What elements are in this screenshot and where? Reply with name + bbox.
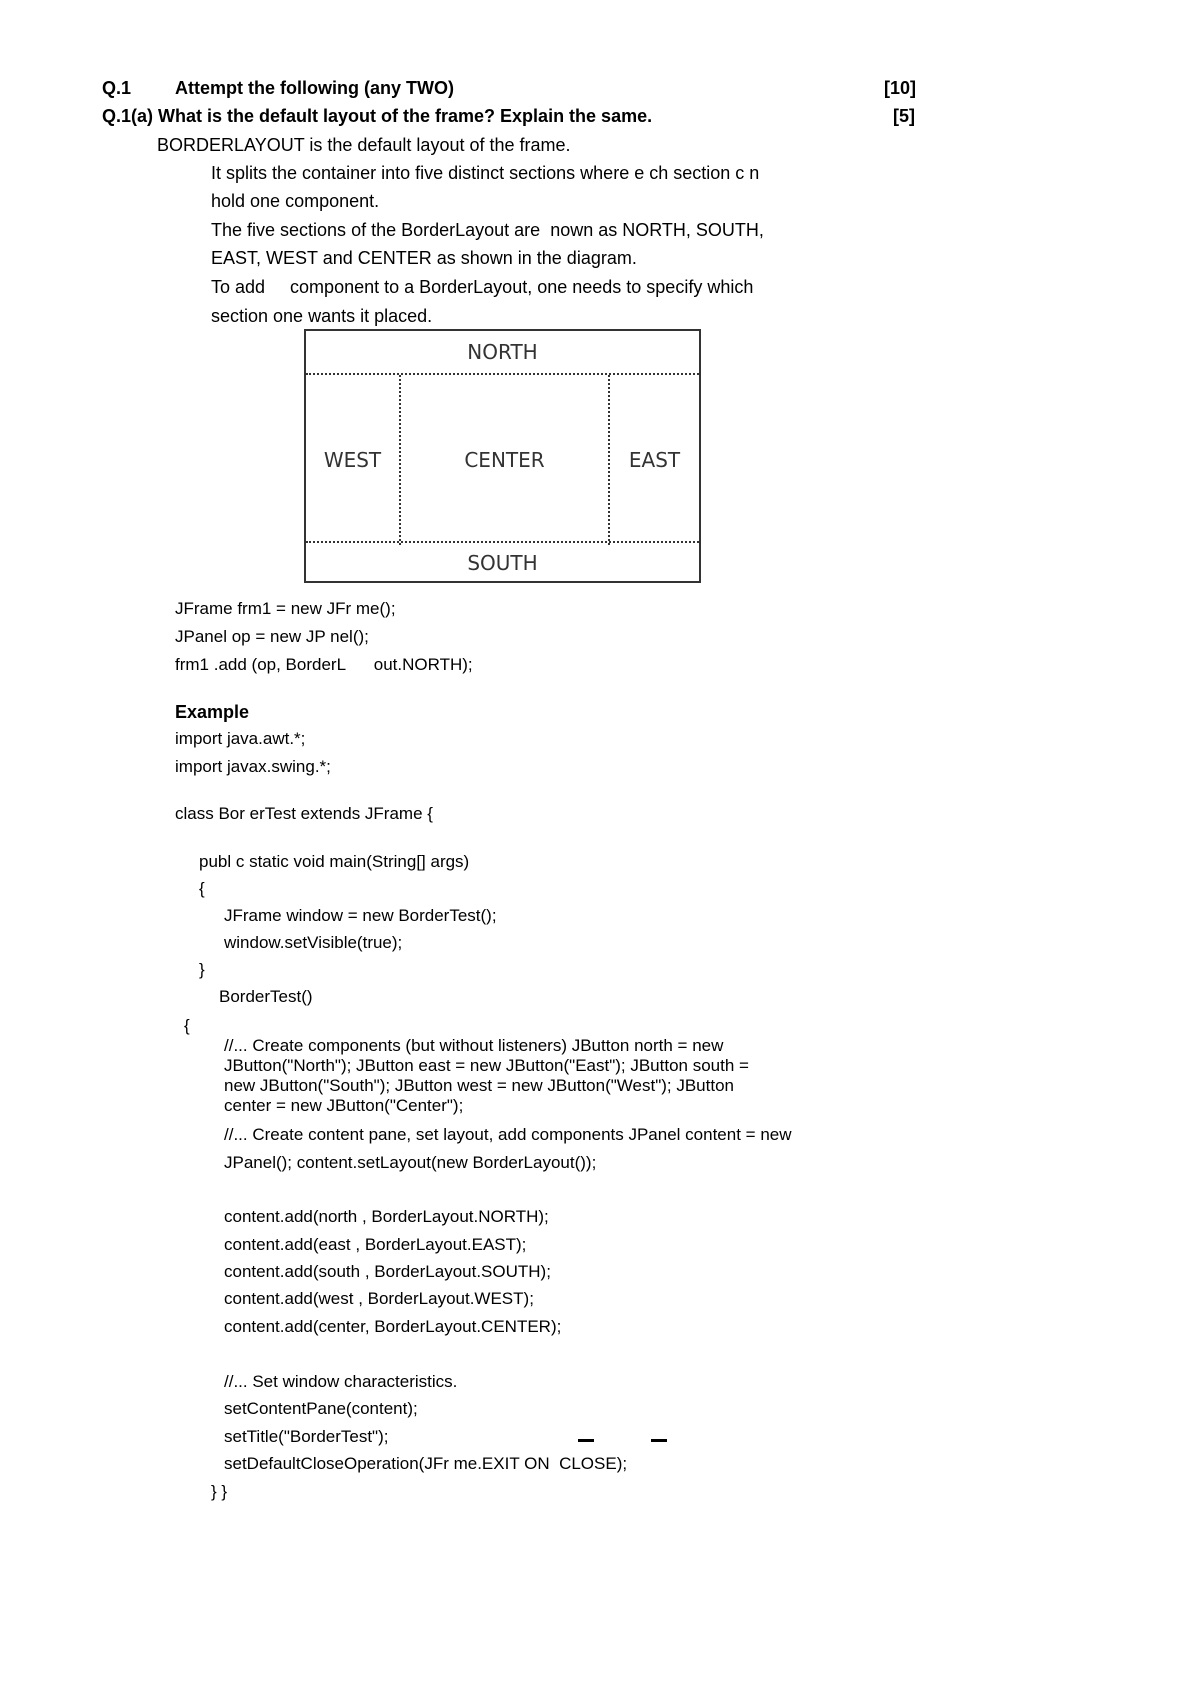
code-line: BorderTest() (219, 987, 313, 1006)
answer-paragraph-line: It splits the container into five distinct sections where e ch section c n (211, 163, 760, 183)
south-divider (306, 541, 699, 543)
code-line: } } (211, 1482, 228, 1501)
subquestion-text: Q.1(a) What is the default layout of the frame? Explain the same. (102, 106, 653, 126)
answer-paragraph-line: EAST, WEST and CENTER as shown in the diagram. (211, 248, 637, 268)
region-north: NORTH (467, 340, 538, 364)
code-line: content.add(east , BorderLayout.EAST); (224, 1235, 527, 1254)
code-line: import javax.swing.*; (175, 757, 331, 776)
answer-intro: BORDERLAYOUT is the default layout of the frame. (157, 135, 571, 155)
code-line: //... Create content pane, set layout, add components JPanel content = new (224, 1125, 792, 1144)
code-line: content.add(north , BorderLayout.NORTH); (224, 1207, 549, 1226)
code-line: content.add(west , BorderLayout.WEST); (224, 1289, 534, 1308)
code-line: { (199, 879, 205, 898)
code-line: setDefaultCloseOperation(JFr me.EXIT ON CLOSE); (224, 1454, 628, 1473)
underscore-mark (651, 1439, 667, 1442)
north-divider (306, 373, 699, 375)
code-line: JPanel op = new JP nel(); (175, 627, 369, 646)
code-line: class Bor erTest extends JFrame { (175, 804, 433, 823)
underscore-mark (578, 1439, 594, 1442)
code-line: //... Set window characteristics. (224, 1372, 458, 1391)
code-line: JButton("North"); JButton east = new JButton("East"); JButton south = (224, 1056, 749, 1075)
code-line: JFrame window = new BorderTest(); (224, 906, 497, 925)
code-line: import java.awt.*; (175, 729, 306, 748)
region-south: SOUTH (467, 551, 538, 575)
code-line: JPanel(); content.setLayout(new BorderLayout()); (224, 1153, 597, 1172)
code-line: setContentPane(content); (224, 1399, 418, 1418)
question-marks: [10] (884, 78, 917, 98)
answer-paragraph-line: section one wants it placed. (211, 306, 433, 326)
code-line: content.add(south , BorderLayout.SOUTH); (224, 1262, 551, 1281)
subquestion-marks: [5] (893, 106, 915, 126)
region-west: WEST (323, 448, 382, 472)
region-center: CENTER (464, 448, 545, 472)
region-east: EAST (628, 448, 681, 472)
answer-paragraph-line: To add component to a BorderLayout, one needs to specify which (211, 277, 754, 297)
code-line: //... Create components (but without listeners) JButton north = new (224, 1036, 724, 1055)
question-title: Attempt the following (any TWO) (175, 78, 454, 98)
code-line: { (184, 1016, 190, 1035)
code-line: content.add(center, BorderLayout.CENTER); (224, 1317, 562, 1336)
code-line: setTitle("BorderTest"); (224, 1427, 389, 1446)
code-line: new JButton("South"); JButton west = new JButton("West"); JButton (224, 1076, 734, 1095)
example-heading: Example (175, 702, 250, 722)
code-line: frm1 .add (op, BorderL out.NORTH); (175, 655, 473, 674)
code-line: } (199, 960, 205, 979)
code-line: JFrame frm1 = new JFr me(); (175, 599, 396, 618)
answer-paragraph-line: The five sections of the BorderLayout are nown as NORTH, SOUTH, (211, 220, 764, 240)
borderlayout-diagram (304, 329, 701, 583)
code-line: window.setVisible(true); (224, 933, 403, 952)
question-number: Q.1 (102, 78, 132, 98)
code-line: publ c static void main(String[] args) (199, 852, 470, 871)
code-line: center = new JButton("Center"); (224, 1096, 464, 1115)
answer-paragraph-line: hold one component. (211, 191, 380, 211)
